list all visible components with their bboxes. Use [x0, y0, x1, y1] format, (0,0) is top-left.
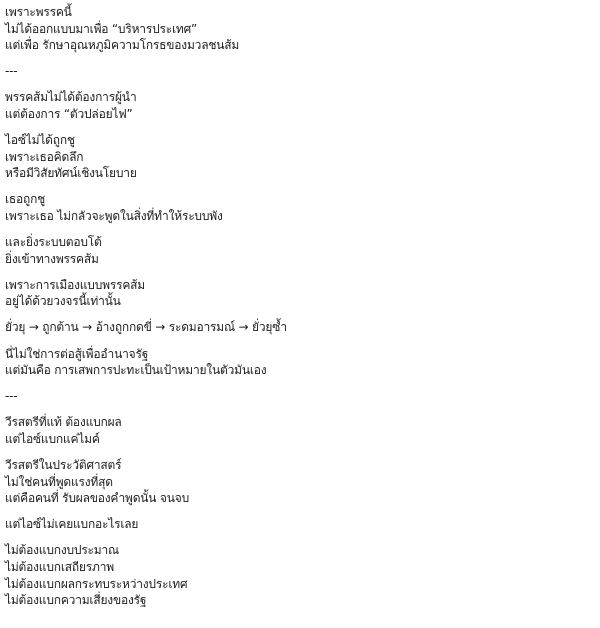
paragraph	[5, 516, 600, 533]
text-line: และยิ่งระบบตอบโต้	[5, 235, 102, 250]
text-line: พรรคส้มไม่ได้ต้องการผู้นำ	[5, 90, 137, 105]
text-line: เพราะการเมืองแบบพรรคส้ม	[5, 277, 145, 292]
text-line: ไม่ได้ออกแบบมาเพื่อ “บริหารประเทศ”	[5, 21, 198, 36]
text-line: ยั่วยุ → ถูกต้าน → อ้างถูกกดขี่ → ระดมอารมณ์ → ยั่วยุซ้ำ	[5, 320, 287, 335]
text-line: ไม่ต้องแบกความเสี่ยงของรัฐ	[5, 593, 147, 608]
text-line: แต่ต้องการ “ตัวปล่อยไฟ”	[5, 106, 133, 121]
paragraph	[5, 542, 600, 608]
separator	[5, 388, 600, 405]
text-line: แต่ไอซ์แบกแค่ไมค์	[5, 431, 100, 446]
paragraph	[5, 191, 600, 224]
paragraph	[5, 132, 600, 182]
paragraph	[5, 319, 600, 336]
text-line: ---	[5, 64, 18, 79]
text-line: แต่เพื่อ รักษาอุณหภูมิความโกรธของมวลชนส้ม	[5, 38, 240, 53]
text-line: ไม่ต้องแบกผลกระทบระหว่างประเทศ	[5, 576, 188, 591]
text-line: นี่ไม่ใช่การต่อสู้เพื่ออำนาจรัฐ	[5, 346, 149, 361]
separator	[5, 63, 600, 80]
text-line: ไม่ต้องแบกงบประมาณ	[5, 543, 119, 558]
text-line: เพราะเธอคิดลึก	[5, 149, 84, 164]
text-line: หรือมีวิสัยทัศน์เชิงนโยบาย	[5, 166, 137, 181]
text-line: วีรสตรีที่แท้ ต้องแบกผล	[5, 415, 122, 430]
text-line: ---	[5, 389, 18, 404]
text-line: อยู่ได้ด้วยวงจรนี้เท่านั้น	[5, 294, 121, 309]
text-line: เพราะพรรคนี้	[5, 5, 72, 19]
text-line: ไอซ์ไม่ได้ถูกชู	[5, 133, 75, 148]
paragraph	[5, 277, 600, 310]
paragraph	[5, 414, 600, 447]
text-line: เพราะเธอ ไม่กลัวจะพูดในสิ่งที่ทำให้ระบบพัง	[5, 208, 223, 223]
text-line: แต่มันคือ การเสพการปะทะเป็นเป้าหมายในตัวมันเอง	[5, 363, 267, 378]
text-line: ยิ่งเข้าทางพรรคส้ม	[5, 251, 99, 266]
paragraph	[5, 234, 600, 267]
paragraph	[5, 4, 600, 54]
text-line: แต่ไอซ์ไม่เคยแบกอะไรเลย	[5, 517, 139, 532]
text-line: เธอถูกชู	[5, 192, 46, 207]
text-line: แต่คือคนที่ รับผลของคำพูดนั้น จนจบ	[5, 491, 190, 506]
paragraph	[5, 457, 600, 507]
paragraph	[5, 346, 600, 379]
text-line: ไม่ใช่คนที่พูดแรงที่สุด	[5, 474, 113, 489]
text-line: ไม่ต้องแบกเสถียรภาพ	[5, 559, 114, 574]
text-line: วีรสตรีในประวัติศาสตร์	[5, 457, 122, 472]
paragraph	[5, 89, 600, 122]
